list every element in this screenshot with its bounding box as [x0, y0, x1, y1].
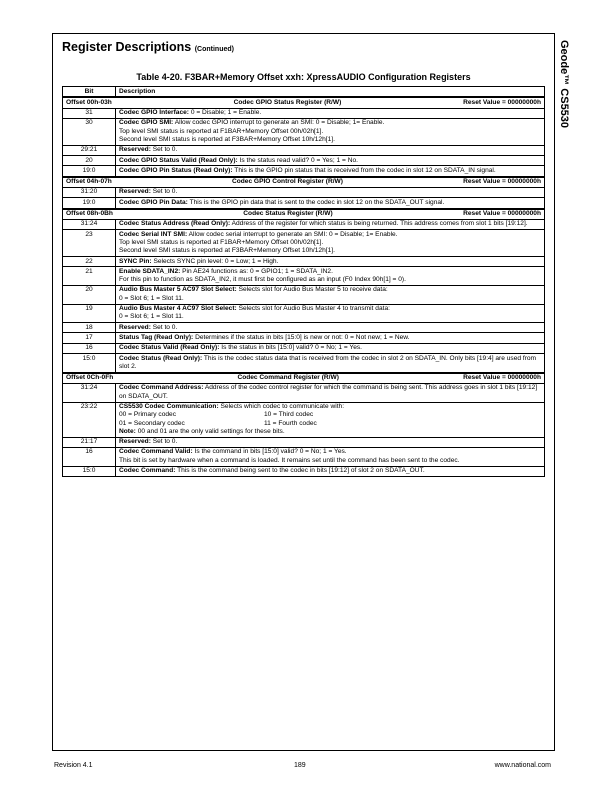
register-name: Codec GPIO Status Register (R/W) [233, 98, 342, 106]
field-name: Codec Status (Read Only): [119, 354, 203, 362]
bit-cell: 19:0 [63, 166, 116, 177]
description-cell [116, 166, 545, 177]
offset-label: Offset 00h-03h [66, 98, 112, 106]
description-cell [116, 402, 545, 437]
register-table [62, 86, 545, 477]
table-row [63, 447, 545, 466]
field-name: Enable SDATA_IN2: [119, 267, 181, 275]
table-row [63, 323, 545, 333]
description-cell [116, 447, 545, 466]
table-row [63, 257, 545, 267]
description-cell [116, 230, 545, 257]
field-text: Selects SYNC pin level: 0 = Low; 1 = High. [153, 257, 279, 265]
bit-cell: 19:0 [63, 198, 116, 209]
table-row [63, 304, 545, 323]
note-text: 00 and 01 are the only valid settings for these bits. [137, 427, 285, 435]
field-name: Status Tag (Read Only): [119, 333, 194, 341]
field-text: Second level SMI status is reported at F3BAR+Memory Offset 10h/12h[1]. [119, 247, 335, 255]
field-name: Codec Serial INT SMI: [119, 230, 188, 238]
offset-label: Offset 04h-07h [66, 178, 112, 186]
field-text: Selects which codec to communicate with: [220, 403, 345, 410]
footer-revision: Revision 4.1 [54, 762, 93, 769]
bit-cell: 23:22 [63, 402, 116, 437]
field-name: Codec GPIO Status Valid (Read Only): [119, 156, 238, 164]
bit-cell: 15:0 [63, 466, 116, 476]
register-name: Codec Status Register (R/W) [243, 210, 333, 218]
field-text: For this pin to function as SDATA_IN2, it must first be configured as an input (F0 Index 90h[1] = 0). [119, 276, 406, 284]
description-cell [116, 267, 545, 286]
codec-options-row [119, 411, 541, 419]
field-text: Address of the codec control register for which the command is being sent. This address goes in slot 1 bits [19:12] on SDATA_OUT. [119, 384, 538, 400]
field-text: Is the command in bits [15:0] valid? 0 = No; 1 = Yes. [194, 448, 347, 456]
bit-cell: 31:24 [63, 383, 116, 402]
description-cell [116, 343, 545, 353]
field-name: Codec GPIO SMI: [119, 119, 174, 127]
field-text: Is the status read valid? 0 = Yes; 1 = No. [239, 156, 358, 164]
description-cell [116, 219, 545, 229]
description-cell [116, 108, 545, 118]
field-text: This is the codec status data that is received from the codec in slot 2 on SDATA_IN. Only bits [19:4] are used from slot 2. [119, 354, 537, 370]
table-row [63, 333, 545, 343]
table-row [63, 145, 545, 155]
field-name: Codec GPIO Pin Status (Read Only): [119, 166, 233, 174]
field-name: Codec Command Valid: [119, 448, 193, 456]
bit-cell: 31:24 [63, 219, 116, 229]
field-name: Codec Command Address: [119, 384, 204, 392]
reset-value: Reset Value = 00000000h [463, 178, 541, 186]
field-name: Reserved: [119, 146, 151, 154]
register-name: Codec GPIO Control Register (R/W) [231, 178, 343, 186]
field-name: SYNC Pin: [119, 257, 152, 265]
description-cell [116, 333, 545, 343]
description-cell [116, 323, 545, 333]
field-text: Pin AE24 functions as: 0 = GPIO1; 1 = SDATA_IN2. [182, 267, 333, 275]
table-row [63, 219, 545, 229]
table-row [63, 402, 545, 437]
reset-value: Reset Value = 00000000h [463, 210, 541, 218]
table-row [63, 198, 545, 209]
description-cell [116, 437, 545, 447]
table-row [63, 383, 545, 402]
field-name: Audio Bus Master 4 AC97 Slot Select: [119, 305, 237, 313]
reset-value: Reset Value = 00000000h [463, 374, 541, 382]
field-name: Codec GPIO Interface: [119, 109, 189, 117]
codec-option: 01 = Secondary codec [119, 419, 185, 427]
page-title-suffix: (Continued) [194, 46, 234, 53]
field-text: Top level SMI status is reported at F1BAR+Memory Offset 00h/02h[1]. [119, 238, 324, 246]
side-title-text: Geode™ CS5530 [558, 40, 570, 129]
field-text: Address of the register for which status is being returned. This address comes from slot 1 bits [19:12]. [231, 220, 528, 228]
field-name: Reserved: [119, 438, 151, 446]
bit-cell: 21:17 [63, 437, 116, 447]
table-row [63, 118, 545, 145]
offset-label: Offset 0Ch-0Fh [66, 374, 114, 382]
field-text: Allow codec serial interrupt to generate an SMI: 0 = Disable; 1= Enable. [188, 230, 398, 238]
description-cell [116, 156, 545, 166]
field-text: Is the status in bits [15:0] valid? 0 = No; 1 = Yes. [221, 344, 362, 352]
column-header-bit: Bit [63, 87, 116, 98]
footer-page-number: 189 [294, 762, 306, 769]
field-text: Selects slot for Audio Bus Master 4 to transmit data: [238, 305, 390, 313]
table-row [63, 156, 545, 166]
bit-cell: 16 [63, 343, 116, 353]
description-cell [116, 145, 545, 155]
field-text: 0 = Slot 6; 1 = Slot 11. [119, 294, 184, 302]
side-title [556, 40, 574, 180]
table-header-row [63, 87, 545, 98]
field-text: Determines if the status in bits [15:0] is new or not: 0 = Not new; 1 = New. [195, 333, 410, 341]
bit-cell: 20 [63, 156, 116, 166]
field-text: Allow codec GPIO interrupt to generate an SMI: 0 = Disable; 1= Enable. [174, 119, 385, 127]
table-row [63, 267, 545, 286]
field-name: Audio Bus Master 5 AC97 Slot Select: [119, 286, 237, 294]
column-header-description: Description [116, 87, 545, 98]
bit-cell: 31 [63, 108, 116, 118]
description-cell [116, 187, 545, 197]
field-text: Top level SMI status is reported at F1BAR+Memory Offset 00h/02h[1]. [119, 127, 324, 135]
field-text: This is the GPIO pin data that is sent to the codec in slot 12 on the SDATA_OUT signal. [189, 198, 445, 206]
description-cell [116, 354, 545, 373]
field-text: 0 = Slot 6; 1 = Slot 11. [119, 313, 184, 321]
codec-option: 11 = Fourth codec [264, 419, 317, 427]
bit-cell: 15:0 [63, 354, 116, 373]
bit-cell: 30 [63, 118, 116, 145]
field-text: Set to 0. [152, 146, 178, 154]
table-row [63, 187, 545, 197]
field-text: Set to 0. [152, 188, 178, 196]
bit-cell: 22 [63, 257, 116, 267]
field-name: Reserved: [119, 188, 151, 196]
table-row [63, 285, 545, 304]
note-label: Note: [119, 427, 136, 435]
field-name: Codec Status Address (Read Only): [119, 220, 231, 228]
bit-cell: 21 [63, 267, 116, 286]
description-cell [116, 198, 545, 209]
bit-cell: 31:20 [63, 187, 116, 197]
table-row [63, 166, 545, 177]
field-name: Codec Command: [119, 467, 176, 475]
table-row [63, 437, 545, 447]
reset-value: Reset Value = 00000000h [463, 98, 541, 106]
field-name: Reserved: [119, 323, 151, 331]
bit-cell: 19 [63, 304, 116, 323]
description-cell [116, 304, 545, 323]
field-text: Selects slot for Audio Bus Master 5 to receive data: [238, 286, 388, 294]
description-cell [116, 466, 545, 476]
bit-cell: 29:21 [63, 145, 116, 155]
bit-cell: 20 [63, 285, 116, 304]
codec-options-row [119, 420, 541, 428]
field-text: This is the GPIO pin status that is received from the codec in slot 12 on SDATA_IN signal. [234, 166, 496, 174]
bit-cell: 18 [63, 323, 116, 333]
codec-option: 00 = Primary codec [119, 411, 176, 419]
table-row [63, 108, 545, 118]
description-cell [116, 118, 545, 145]
field-text: This bit is set by hardware when a command is loaded. It remains set until the command has been sent to the codec. [119, 456, 460, 464]
description-cell [116, 285, 545, 304]
offset-row [63, 209, 545, 220]
field-text: Second level SMI status is reported at F3BAR+Memory Offset 10h/12h[1]. [119, 135, 335, 143]
field-name: CS5530 Codec Communication: [119, 403, 219, 410]
field-name: Codec Status Valid (Read Only): [119, 344, 220, 352]
page-title [62, 40, 234, 54]
table-row [63, 230, 545, 257]
page-title-text: Register Descriptions [62, 40, 192, 54]
table-row [63, 343, 545, 353]
field-text: This is the command being sent to the codec in bits [19:12] of slot 2 on SDATA_OUT. [177, 467, 425, 475]
bit-cell: 17 [63, 333, 116, 343]
table-row [63, 354, 545, 373]
field-text: Set to 0. [152, 438, 178, 446]
table-title: Table 4-20. F3BAR+Memory Offset xxh: XpressAUDIO Configuration Registers [136, 72, 471, 82]
offset-row [63, 373, 545, 384]
offset-row [63, 97, 545, 108]
description-cell [116, 383, 545, 402]
field-name: Codec GPIO Pin Data: [119, 198, 188, 206]
table-row [63, 466, 545, 476]
bit-cell: 23 [63, 230, 116, 257]
register-name: Codec Command Register (R/W) [237, 374, 339, 382]
bit-cell: 16 [63, 447, 116, 466]
field-text: Set to 0. [152, 323, 178, 331]
offset-label: Offset 08h-0Bh [66, 210, 113, 218]
description-cell [116, 257, 545, 267]
footer-website: www.national.com [494, 762, 551, 769]
offset-row [63, 177, 545, 188]
codec-option: 10 = Third codec [264, 411, 314, 419]
field-text: 0 = Disable; 1 = Enable. [190, 109, 262, 117]
